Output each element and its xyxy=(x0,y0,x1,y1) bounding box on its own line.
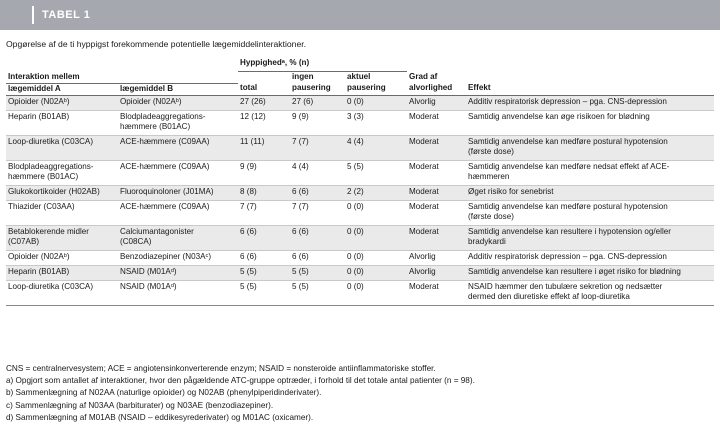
table-row xyxy=(6,225,714,250)
cell-drug-b xyxy=(118,185,238,200)
cell-effekt xyxy=(466,95,714,110)
cell-effekt-line: Samtidig anvendelse kan resultere i øget risiko for blødning xyxy=(468,266,681,276)
table-row xyxy=(6,280,714,305)
cell-grad xyxy=(407,160,466,185)
table-row xyxy=(6,95,714,110)
cell-drug-b xyxy=(118,250,238,265)
cell-drug-a-line: Opioider (N02Aᵇ) xyxy=(8,96,70,106)
cell-drug-b xyxy=(118,200,238,225)
cell-effekt-line: (første dose) xyxy=(468,211,514,221)
cell-aktuel-pausering-line: 0 (0) xyxy=(347,266,364,276)
cell-drug-b-line: ACE-hæmmere (C09AA) xyxy=(120,161,210,171)
cell-total-line: 27 (26) xyxy=(240,96,266,106)
col-header-ingen-2: pausering xyxy=(290,83,345,95)
cell-drug-a-line: Loop-diuretika (C03CA) xyxy=(8,136,94,146)
cell-drug-a-line: Loop-diuretika (C03CA) xyxy=(8,281,94,291)
cell-ingen-pausering xyxy=(290,250,345,265)
cell-effekt xyxy=(466,185,714,200)
cell-total xyxy=(238,160,290,185)
cell-ingen-pausering xyxy=(290,200,345,225)
cell-drug-a-line: Heparin (B01AB) xyxy=(8,266,70,276)
table-row xyxy=(6,200,714,225)
interaction-table xyxy=(6,58,714,306)
cell-drug-a xyxy=(6,110,118,135)
cell-effekt-line: bradykardi xyxy=(468,236,506,246)
cell-effekt-line: Samtidig anvendelse kan medføre postural hypotension xyxy=(468,201,668,211)
cell-drug-a-line: Glukokortikoider (H02AB) xyxy=(8,186,100,196)
cell-aktuel-pausering xyxy=(345,200,407,225)
cell-drug-a-line: Opioider (N02Aᵇ) xyxy=(8,251,70,261)
cell-aktuel-pausering xyxy=(345,95,407,110)
cell-effekt-line: hæmmeren xyxy=(468,171,510,181)
cell-drug-b xyxy=(118,265,238,280)
cell-drug-b-line: Blodpladeaggregations- xyxy=(120,111,206,121)
cell-aktuel-pausering xyxy=(345,185,407,200)
cell-grad-line: Moderat xyxy=(409,226,439,236)
cell-grad xyxy=(407,250,466,265)
cell-ingen-pausering-line: 5 (5) xyxy=(292,266,309,276)
table-row xyxy=(6,110,714,135)
cell-aktuel-pausering-line: 5 (5) xyxy=(347,161,364,171)
cell-drug-a xyxy=(6,225,118,250)
cell-drug-a xyxy=(6,95,118,110)
cell-drug-a xyxy=(6,200,118,225)
cell-grad xyxy=(407,225,466,250)
cell-effekt xyxy=(466,200,714,225)
interaction-group-header: Interaktion mellem xyxy=(6,72,238,84)
cell-effekt-line: Additiv respiratorisk depression – pga. CNS-depression xyxy=(468,96,667,106)
cell-grad xyxy=(407,135,466,160)
cell-drug-a xyxy=(6,160,118,185)
cell-ingen-pausering xyxy=(290,265,345,280)
cell-grad-line: Moderat xyxy=(409,281,439,291)
cell-grad xyxy=(407,110,466,135)
cell-aktuel-pausering xyxy=(345,110,407,135)
cell-total-line: 9 (9) xyxy=(240,161,257,171)
cell-effekt xyxy=(466,160,714,185)
cell-effekt-line: NSAID hæmmer den tubulære sekretion og nedsætter xyxy=(468,281,663,291)
cell-effekt-line: Additiv respiratorisk depression – pga. CNS-depression xyxy=(468,251,667,261)
cell-effekt-line: Øget risiko for senebrist xyxy=(468,186,554,196)
col-header-effekt: Effekt xyxy=(466,83,714,95)
cell-total xyxy=(238,225,290,250)
cell-total xyxy=(238,110,290,135)
table-header-bar xyxy=(0,0,720,30)
footnote-c: c) Sammenlægning af N03AA (barbiturater) og N03AE (benzodiazepiner). xyxy=(6,400,274,410)
cell-total xyxy=(238,265,290,280)
col-header-aktuel: aktuel xyxy=(347,72,371,81)
cell-effekt xyxy=(466,135,714,160)
cell-effekt-line: dermed den diuretiske effekt af loop-diuretika xyxy=(468,291,630,301)
cell-grad-line: Alvorlig xyxy=(409,251,436,261)
cell-effekt-line: Samtidig anvendelse kan medføre postural hypotension xyxy=(468,136,668,146)
cell-grad xyxy=(407,185,466,200)
cell-grad xyxy=(407,265,466,280)
cell-effekt-line: Samtidig anvendelse kan medføre nedsat effekt af ACE- xyxy=(468,161,670,171)
cell-effekt xyxy=(466,280,714,305)
cell-grad-line: Moderat xyxy=(409,186,439,196)
table-title: TABEL 1 xyxy=(42,9,91,21)
cell-aktuel-pausering xyxy=(345,265,407,280)
cell-drug-b-line: ACE-hæmmere (C09AA) xyxy=(120,136,210,146)
cell-drug-a xyxy=(6,280,118,305)
cell-drug-b-line: Calciumantagonister xyxy=(120,226,194,236)
cell-drug-b xyxy=(118,225,238,250)
cell-drug-b-line: hæmmere (B01AC) xyxy=(120,121,191,131)
cell-grad-line: Moderat xyxy=(409,201,439,211)
cell-aktuel-pausering-line: 0 (0) xyxy=(347,96,364,106)
cell-drug-a xyxy=(6,250,118,265)
cell-grad xyxy=(407,200,466,225)
footnote-b: b) Sammenlægning af N02AA (naturlige opioider) og N02AB (phenylpiperidinderivater). xyxy=(6,388,322,398)
cell-total-line: 7 (7) xyxy=(240,201,257,211)
cell-aktuel-pausering-line: 0 (0) xyxy=(347,226,364,236)
cell-drug-b xyxy=(118,95,238,110)
cell-drug-a-line: (C07AB) xyxy=(8,236,40,246)
cell-aktuel-pausering xyxy=(345,280,407,305)
cell-aktuel-pausering-line: 0 (0) xyxy=(347,281,364,291)
cell-grad-line: Moderat xyxy=(409,161,439,171)
cell-total xyxy=(238,200,290,225)
cell-drug-a-line: Heparin (B01AB) xyxy=(8,111,70,121)
cell-effekt xyxy=(466,250,714,265)
footnote-d: d) Sammenlægning af M01AB (NSAID – eddikesyrederivater) og M01AC (oxicamer). xyxy=(6,412,314,422)
cell-ingen-pausering xyxy=(290,160,345,185)
cell-aktuel-pausering-line: 4 (4) xyxy=(347,136,364,146)
table-footnotes xyxy=(6,363,475,424)
cell-drug-b-line: Benzodiazepiner (N03Aᶜ) xyxy=(120,251,212,261)
cell-ingen-pausering xyxy=(290,280,345,305)
cell-drug-b xyxy=(118,160,238,185)
cell-total-line: 5 (5) xyxy=(240,266,257,276)
table-row xyxy=(6,250,714,265)
cell-aktuel-pausering-line: 3 (3) xyxy=(347,111,364,121)
col-header-drug-b: lægemiddel B xyxy=(118,83,238,95)
footnote-abbreviations: CNS = centralnervesystem; ACE = angiotensinkonverterende enzym; NSAID = nonsteroide antiinflammatoriske stoffer. xyxy=(6,364,436,373)
cell-grad xyxy=(407,280,466,305)
cell-ingen-pausering xyxy=(290,95,345,110)
cell-total xyxy=(238,250,290,265)
cell-total-line: 12 (12) xyxy=(240,111,266,121)
cell-drug-b-line: Opioider (N02Aᵇ) xyxy=(120,96,182,106)
cell-total xyxy=(238,135,290,160)
cell-aktuel-pausering xyxy=(345,225,407,250)
cell-grad-line: Alvorlig xyxy=(409,266,436,276)
col-header-aktuel-2: pausering xyxy=(345,83,407,95)
cell-total-line: 6 (6) xyxy=(240,226,257,236)
cell-total xyxy=(238,95,290,110)
cell-total-line: 8 (8) xyxy=(240,186,257,196)
cell-aktuel-pausering-line: 0 (0) xyxy=(347,201,364,211)
cell-effekt xyxy=(466,225,714,250)
cell-drug-b-line: ACE-hæmmere (C09AA) xyxy=(120,201,210,211)
table-row xyxy=(6,135,714,160)
cell-grad-line: Moderat xyxy=(409,136,439,146)
cell-aktuel-pausering-line: 2 (2) xyxy=(347,186,364,196)
cell-drug-b xyxy=(118,110,238,135)
table-row xyxy=(6,160,714,185)
cell-aktuel-pausering xyxy=(345,250,407,265)
cell-ingen-pausering xyxy=(290,110,345,135)
table-row xyxy=(6,265,714,280)
cell-drug-a-line: hæmmere (B01AC) xyxy=(8,171,79,181)
cell-aktuel-pausering-line: 0 (0) xyxy=(347,251,364,261)
cell-aktuel-pausering xyxy=(345,160,407,185)
cell-drug-b xyxy=(118,135,238,160)
cell-effekt xyxy=(466,265,714,280)
cell-total-line: 6 (6) xyxy=(240,251,257,261)
cell-ingen-pausering-line: 6 (6) xyxy=(292,251,309,261)
table-caption: Opgørelse af de ti hyppigst forekommende potentielle lægemiddelinteraktioner. xyxy=(6,39,306,49)
cell-effekt-line: Samtidig anvendelse kan resultere i hypotension og/eller xyxy=(468,226,671,236)
cell-ingen-pausering-line: 4 (4) xyxy=(292,161,309,171)
cell-effekt xyxy=(466,110,714,135)
cell-drug-b-line: NSAID (M01Aᵈ) xyxy=(120,281,177,291)
cell-drug-a-line: Blodpladeaggregations- xyxy=(8,161,94,171)
cell-ingen-pausering-line: 6 (6) xyxy=(292,226,309,236)
cell-drug-b xyxy=(118,280,238,305)
frequency-group-header: Hyppighedᵃ, % (n) xyxy=(238,58,407,72)
cell-ingen-pausering-line: 9 (9) xyxy=(292,111,309,121)
cell-drug-b-line: (C08CA) xyxy=(120,236,152,246)
cell-total-line: 5 (5) xyxy=(240,281,257,291)
cell-ingen-pausering-line: 7 (7) xyxy=(292,201,309,211)
cell-ingen-pausering xyxy=(290,185,345,200)
cell-drug-a xyxy=(6,185,118,200)
cell-ingen-pausering-line: 7 (7) xyxy=(292,136,309,146)
cell-ingen-pausering xyxy=(290,135,345,160)
cell-aktuel-pausering xyxy=(345,135,407,160)
cell-ingen-pausering-line: 27 (6) xyxy=(292,96,314,106)
cell-ingen-pausering-line: 5 (5) xyxy=(292,281,309,291)
col-header-total: total xyxy=(238,83,290,95)
cell-effekt-line: (første dose) xyxy=(468,146,514,156)
col-header-grad-2: alvorlighed xyxy=(407,83,466,95)
cell-ingen-pausering xyxy=(290,225,345,250)
header-divider xyxy=(32,6,34,24)
cell-drug-a xyxy=(6,135,118,160)
cell-effekt-line: Samtidig anvendelse kan øge risikoen for blødning xyxy=(468,111,650,121)
cell-drug-b-line: NSAID (M01Aᵈ) xyxy=(120,266,177,276)
col-header-ingen: ingen xyxy=(292,72,314,81)
cell-total-line: 11 (11) xyxy=(240,136,265,146)
cell-grad-line: Moderat xyxy=(409,111,439,121)
cell-total xyxy=(238,185,290,200)
table-row xyxy=(6,185,714,200)
cell-total xyxy=(238,280,290,305)
cell-drug-a-line: Betablokerende midler xyxy=(8,226,89,236)
cell-drug-a xyxy=(6,265,118,280)
cell-grad xyxy=(407,95,466,110)
cell-drug-b-line: Fluoroquinoloner (J01MA) xyxy=(120,186,214,196)
col-header-drug-a: lægemiddel A xyxy=(6,83,118,95)
col-header-grad: Grad af xyxy=(409,71,438,81)
cell-ingen-pausering-line: 6 (6) xyxy=(292,186,309,196)
cell-grad-line: Alvorlig xyxy=(409,96,436,106)
cell-drug-a-line: Thiazider (C03AA) xyxy=(8,201,75,211)
footnote-a: a) Opgjort som antallet af interaktioner, hvor den pågældende ATC-gruppe optræder, i forhold til det totale antal patienter (n = 98). xyxy=(6,376,475,386)
